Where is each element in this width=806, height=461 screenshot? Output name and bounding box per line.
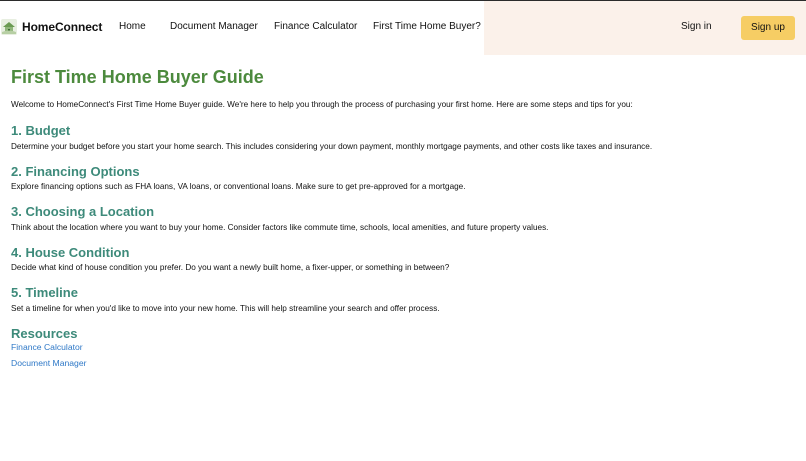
nav-first-time-home-buyer[interactable]: First Time Home Buyer? bbox=[373, 21, 481, 32]
brand-name: HomeConnect bbox=[22, 20, 103, 34]
nav-finance-calculator[interactable]: Finance Calculator bbox=[274, 21, 358, 32]
section-heading-budget: 1. Budget bbox=[11, 123, 71, 138]
section-heading-timeline: 5. Timeline bbox=[11, 285, 78, 300]
section-text-timeline: Set a timeline for when you'd like to move into your new home. This will help streamline your search and offer process. bbox=[11, 304, 440, 313]
top-navbar bbox=[0, 1, 806, 55]
section-heading-financing: 2. Financing Options bbox=[11, 164, 140, 179]
section-text-house-condition: Decide what kind of house condition you prefer. Do you want a newly built home, a fixer-upper, or something in between? bbox=[11, 263, 450, 272]
intro-text: Welcome to HomeConnect's First Time Home Buyer guide. We're here to help you through the process of purchasing your first home. Here are some steps and tips for you: bbox=[11, 100, 633, 109]
section-heading-house-condition: 4. House Condition bbox=[11, 245, 130, 260]
resources-heading: Resources bbox=[11, 326, 78, 341]
resource-link-finance-calculator[interactable]: Finance Calculator bbox=[11, 342, 83, 352]
house-logo-icon bbox=[1, 19, 17, 35]
section-text-financing: Explore financing options such as FHA loans, VA loans, or conventional loans. Make sure to get pre-approved for a mortgage. bbox=[11, 182, 466, 191]
page-title: First Time Home Buyer Guide bbox=[11, 67, 264, 87]
sign-up-button[interactable]: Sign up bbox=[741, 16, 795, 40]
section-text-location: Think about the location where you want to buy your home. Consider factors like commute time, schools, local amenities, and future property values. bbox=[11, 223, 549, 232]
section-text-budget: Determine your budget before you start your home search. This includes considering your down payment, monthly mortgage payments, and other costs like taxes and insurance. bbox=[11, 142, 653, 151]
nav-home[interactable]: Home bbox=[119, 21, 146, 32]
nav-document-manager[interactable]: Document Manager bbox=[170, 21, 258, 32]
resource-link-document-manager[interactable]: Document Manager bbox=[11, 358, 87, 368]
sign-in-link[interactable]: Sign in bbox=[681, 21, 712, 32]
brand-link[interactable] bbox=[0, 14, 102, 40]
section-heading-location: 3. Choosing a Location bbox=[11, 204, 155, 219]
